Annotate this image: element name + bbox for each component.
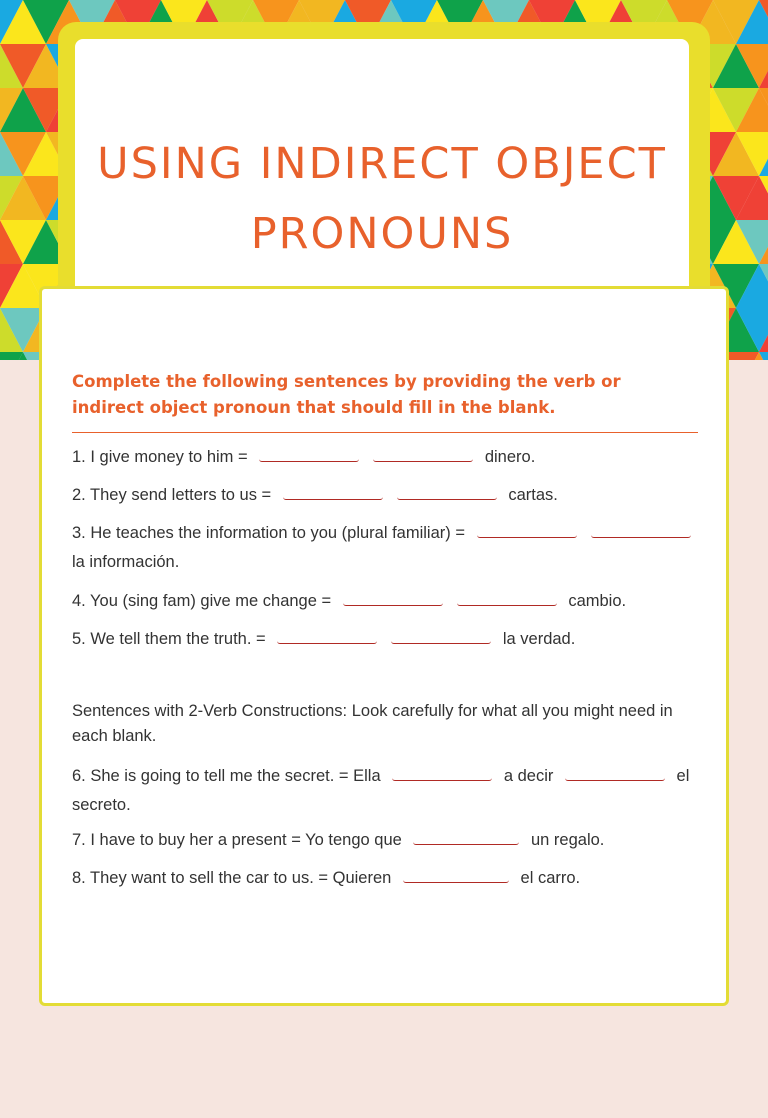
blank-input[interactable]: [591, 523, 691, 538]
blank-input[interactable]: [457, 591, 557, 606]
blank-input[interactable]: [343, 591, 443, 606]
question-text: 8. They want to sell the car to us. = Quieren: [72, 869, 392, 887]
blank-input[interactable]: [277, 629, 377, 644]
question-text: 6. She is going to tell me the secret. = Ella: [72, 767, 381, 785]
question-ending: el carro.: [520, 869, 581, 887]
question-5: [72, 625, 702, 654]
question-text: 4. You (sing fam) give me change =: [72, 592, 332, 610]
question-2: [72, 481, 702, 510]
question-ending: cambio.: [568, 592, 627, 610]
question-middle: a decir: [503, 767, 554, 785]
question-3: [72, 519, 702, 577]
question-ending: dinero.: [484, 448, 536, 466]
question-text: 2. They send letters to us =: [72, 486, 272, 504]
instructions: Complete the following sentences by providing the verb or indirect object pronoun that should fill in the blank.: [72, 372, 621, 417]
question-text: 1. I give money to him =: [72, 448, 248, 466]
question-ending: la información.: [72, 553, 180, 571]
blank-input[interactable]: [373, 447, 473, 462]
blank-input[interactable]: [259, 447, 359, 462]
section-heading: Sentences with 2-Verb Constructions: Look carefully for what all you might need in each blank.: [72, 702, 673, 745]
question-ending: cartas.: [508, 486, 558, 504]
question-1: [72, 443, 702, 472]
question-text: 5. We tell them the truth. =: [72, 630, 266, 648]
question-ending: la verdad.: [502, 630, 576, 648]
blank-input[interactable]: [391, 629, 491, 644]
question-7: [72, 826, 702, 855]
blank-input[interactable]: [413, 830, 519, 845]
blank-input[interactable]: [283, 485, 383, 500]
blank-input[interactable]: [477, 523, 577, 538]
question-ending: un regalo.: [531, 831, 605, 849]
worksheet-card: [39, 286, 729, 1006]
page-title: USING INDIRECT OBJECT PRONOUNS: [97, 139, 667, 259]
blank-input[interactable]: [565, 766, 665, 781]
blank-input[interactable]: [392, 766, 492, 781]
question-text: 3. He teaches the information to you (plural familiar) =: [72, 524, 465, 542]
blank-input[interactable]: [403, 868, 509, 883]
question-4: [72, 587, 702, 616]
blank-input[interactable]: [397, 485, 497, 500]
title-panel: [73, 37, 691, 307]
question-6: [72, 762, 702, 820]
question-text: 7. I have to buy her a present = Yo tengo que: [72, 831, 402, 849]
divider: [72, 432, 698, 433]
question-ending: el secreto.: [72, 767, 690, 814]
question-8: [72, 864, 702, 893]
